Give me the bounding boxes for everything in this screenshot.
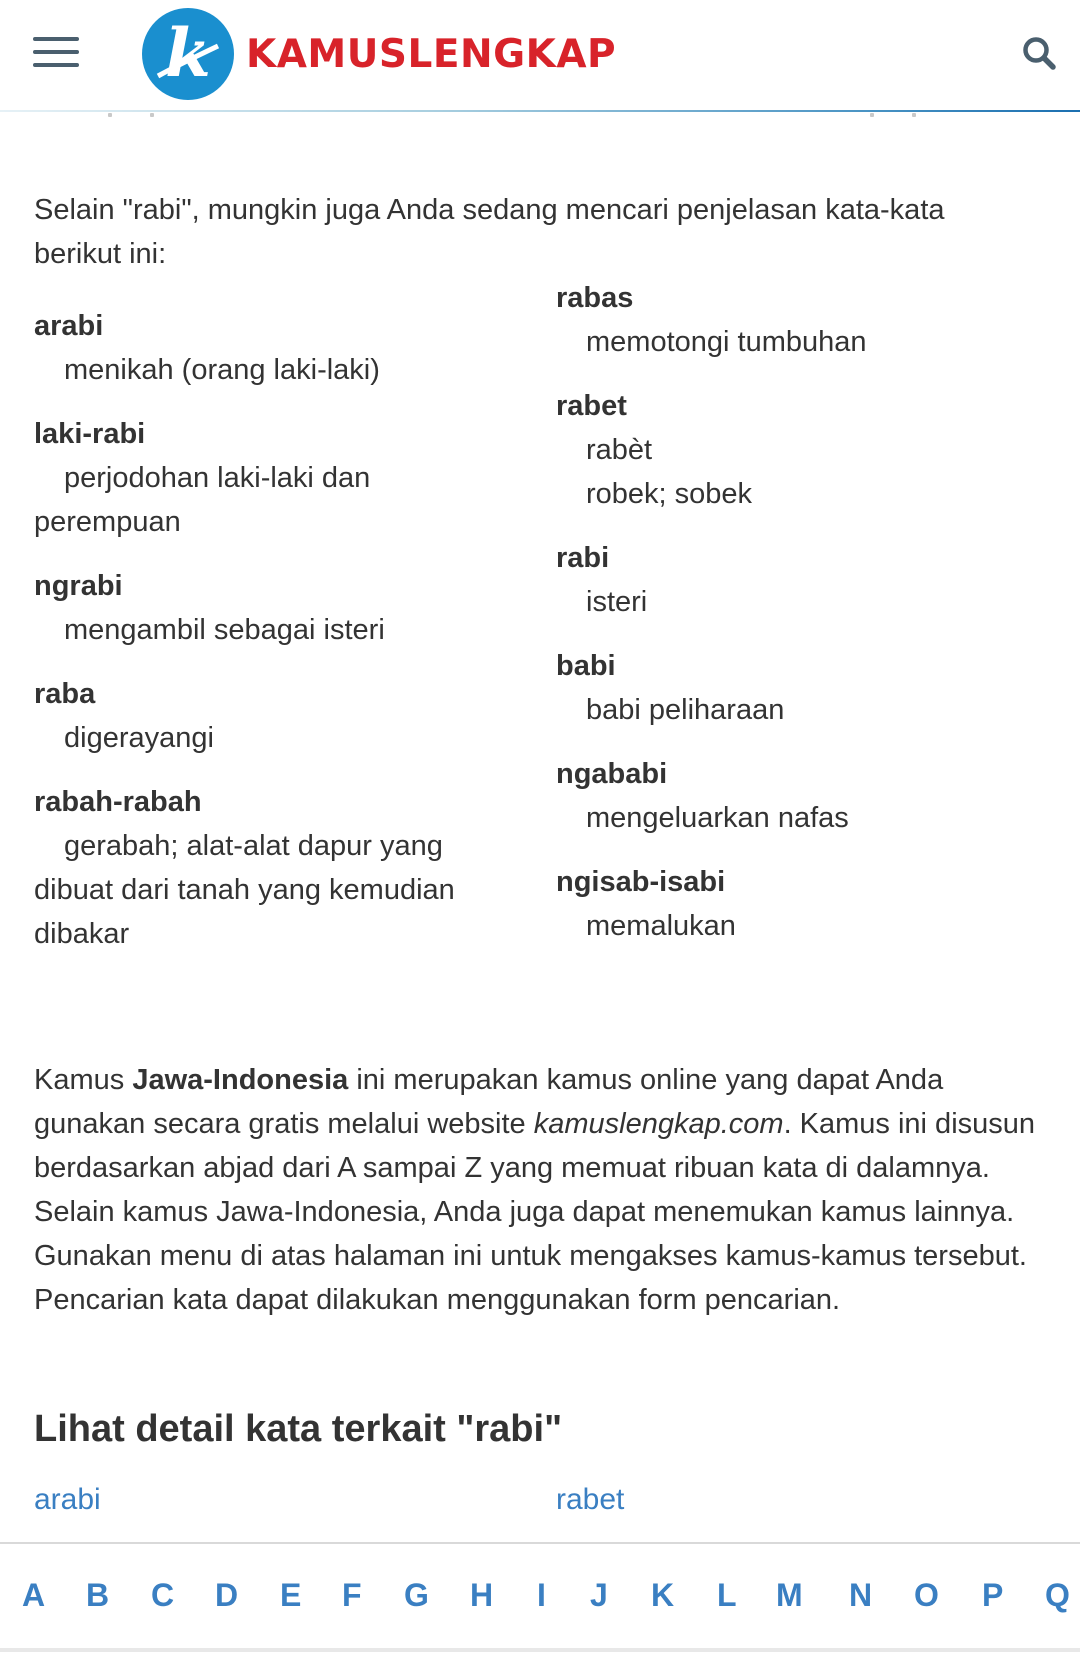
list-item — [34, 780, 494, 956]
entry-word-link[interactable]: rabas — [556, 282, 634, 314]
entry-word-link[interactable]: ngisab-isabi — [556, 866, 726, 898]
alphabet-link-k[interactable]: K — [651, 1577, 675, 1613]
entry-word-link[interactable]: rabet — [556, 390, 627, 422]
alphabet-link-f[interactable]: F — [342, 1577, 362, 1613]
entry-definition: isteri — [586, 586, 648, 618]
alphabet-link-g[interactable]: G — [404, 1577, 429, 1613]
kamuslengkap-logo-icon — [140, 6, 236, 102]
list-item — [34, 564, 494, 652]
main-content — [34, 188, 1034, 976]
alphabet-link-h[interactable]: H — [470, 1577, 494, 1613]
alphabet-link-q[interactable]: Q — [1045, 1577, 1070, 1613]
search-icon[interactable] — [1020, 34, 1060, 74]
list-item — [34, 672, 494, 760]
alphabet-link-l[interactable]: L — [717, 1577, 737, 1613]
alphabet-nav — [0, 1570, 1080, 1620]
entry-word-link[interactable]: laki-rabi — [34, 418, 146, 450]
related-section-title: Lihat detail kata terkait "rabi" — [34, 1408, 563, 1450]
alphabet-link-c[interactable]: C — [151, 1577, 175, 1613]
bottom-divider — [0, 1648, 1080, 1652]
entry-definition: memalukan — [586, 910, 736, 942]
entry-word-link[interactable]: ngrabi — [34, 570, 123, 602]
list-item — [556, 644, 1016, 732]
alphabet-link-m[interactable]: M — [776, 1577, 803, 1613]
entry-definition: rabèt — [586, 434, 653, 466]
list-item — [34, 304, 494, 392]
related-intro-text: Selain "rabi", mungkin juga Anda sedang mencari penjelasan kata-kata berikut ini: — [34, 194, 945, 270]
entry-word-link[interactable]: arabi — [34, 310, 104, 342]
entry-definition: mengeluarkan nafas — [586, 802, 849, 834]
clipped-content-fragment — [0, 113, 1080, 119]
list-item — [34, 412, 494, 544]
alphabet-link-p[interactable]: P — [982, 1577, 1004, 1613]
related-words-left-column — [34, 304, 494, 976]
entry-definition: gerabah; alat-alat dapur yang dibuat dari tanah yang kemudian dibakar — [34, 830, 455, 950]
site-name: kamuslengkap.com — [533, 1108, 784, 1140]
site-logo[interactable] — [140, 6, 616, 102]
site-header — [0, 0, 1080, 110]
alphabet-link-o[interactable]: O — [914, 1577, 939, 1613]
related-words-right-column — [556, 276, 1016, 968]
dictionary-description — [34, 1058, 1044, 1322]
entry-word-link[interactable]: ngababi — [556, 758, 668, 790]
entry-word-link[interactable]: babi — [556, 650, 616, 682]
list-item — [556, 384, 1016, 516]
entry-word-link[interactable]: rabah-rabah — [34, 786, 202, 818]
list-item — [556, 860, 1016, 948]
alphabet-link-b[interactable]: B — [86, 1577, 110, 1613]
list-item — [556, 536, 1016, 624]
alphabet-link-i[interactable]: I — [537, 1577, 546, 1613]
entry-definition: robek; sobek — [586, 478, 753, 510]
alphabet-link-n[interactable]: N — [849, 1577, 873, 1613]
entry-word-link[interactable]: raba — [34, 678, 96, 710]
related-words — [34, 276, 1034, 976]
entry-definition: mengambil sebagai isteri — [64, 614, 385, 646]
about-text: ini merupakan kamus online yang dapat Anda gunakan secara gratis melalui website — [34, 1064, 944, 1140]
alphabet-link-a[interactable]: A — [22, 1577, 46, 1613]
entry-definition: memotongi tumbuhan — [586, 326, 867, 358]
entry-definition: babi peliharaan — [586, 694, 785, 726]
entry-word-link[interactable]: rabi — [556, 542, 610, 574]
alphabet-link-j[interactable]: J — [590, 1577, 608, 1613]
list-item — [556, 752, 1016, 840]
brand-name: KAMUSLENGKAP — [246, 31, 617, 77]
divider — [0, 1542, 1080, 1544]
dictionary-name: Jawa-Indonesia — [132, 1064, 349, 1096]
entry-definition: digerayangi — [64, 722, 214, 754]
svg-text:k: k — [165, 14, 211, 92]
list-item — [556, 276, 1016, 364]
entry-definition: perjodohan laki-laki dan perempuan — [34, 462, 371, 538]
about-text: Kamus — [34, 1064, 133, 1096]
hamburger-menu-icon[interactable] — [30, 34, 82, 70]
entry-definition: menikah (orang laki-laki) — [64, 354, 380, 386]
related-link-rabet[interactable]: rabet — [556, 1483, 625, 1516]
related-link-arabi[interactable]: arabi — [34, 1483, 101, 1516]
alphabet-link-d[interactable]: D — [215, 1577, 239, 1613]
alphabet-link-e[interactable]: E — [280, 1577, 302, 1613]
about-text: . Kamus ini disusun berdasarkan abjad dari A sampai Z yang memuat ribuan kata di dalamnya. Selain kamus Jawa-Indonesia, Anda juga dapat menemukan kamus lainnya. Gunakan menu di atas halaman ini untuk mengakses kamus-kamus tersebut. Pencarian kata dapat dilakukan menggunakan form pencarian. — [34, 1108, 1036, 1316]
